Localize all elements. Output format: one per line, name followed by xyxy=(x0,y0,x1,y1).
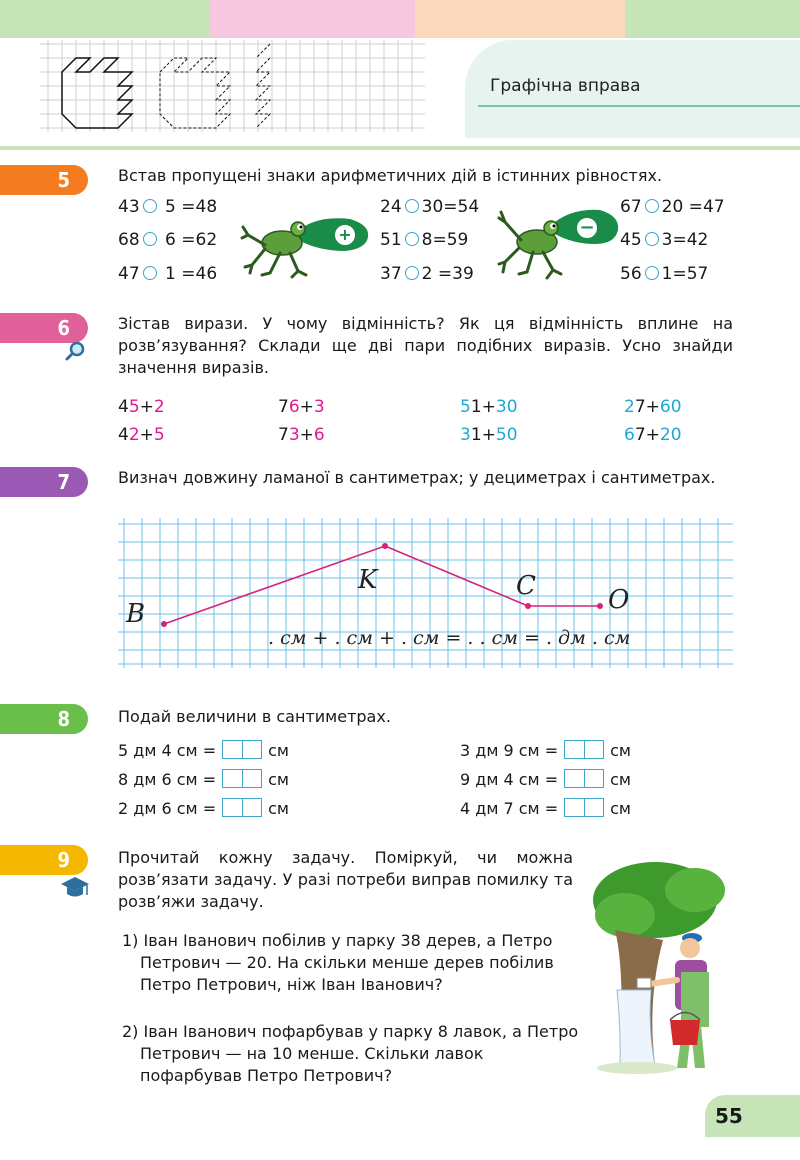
answer-box[interactable] xyxy=(222,740,262,759)
exercise-7-text: Визнач довжину ламаної в сантиметрах; у дециметрах і сантиметрах. xyxy=(118,468,716,487)
magnifier-icon xyxy=(64,340,86,362)
op-circle[interactable] xyxy=(645,266,659,280)
section-title: Графічна вправа xyxy=(490,76,641,96)
exercise-7-badge: 7 xyxy=(0,467,88,497)
expr-6-3: 51+30 xyxy=(460,397,518,417)
page-number: 55 xyxy=(705,1095,800,1137)
frog-minus-sign: − xyxy=(579,217,595,238)
frog-plus-illustration xyxy=(240,205,375,280)
section-title-underline xyxy=(478,105,800,107)
eq-5-3-3: 56 1=57 xyxy=(620,264,709,284)
label-b: B xyxy=(126,599,146,629)
op-circle[interactable] xyxy=(405,266,419,280)
graduation-cap-icon xyxy=(60,875,90,901)
exercise-5-badge: 5 xyxy=(0,165,88,195)
point-c xyxy=(525,603,531,609)
polyline-grid xyxy=(118,518,733,668)
exercise-6-badge: 6 xyxy=(0,313,88,343)
eq-5-2-1: 24 30=54 xyxy=(380,197,480,217)
convert-row-l2: 8 дм 6 см = см xyxy=(118,770,289,789)
op-circle[interactable] xyxy=(143,232,157,246)
exercise-6-text: Зістав вирази. У чому відмінність? Як ця відмінність вплине на розв’язування? Склади ще дві пари подібних виразів. Усно знайди значення виразів. xyxy=(118,314,733,377)
convert-row-l1: 5 дм 4 см = см xyxy=(118,741,289,760)
convert-row-r1: 3 дм 9 см = см xyxy=(460,741,631,760)
top-strip-3 xyxy=(415,0,625,38)
eq-5-1-3: 47 1 =46 xyxy=(118,264,218,284)
op-circle[interactable] xyxy=(143,199,157,213)
label-o: O xyxy=(608,585,630,615)
frog-plus-sign: + xyxy=(338,225,352,244)
op-circle[interactable] xyxy=(645,232,659,246)
convert-row-l3: 2 дм 6 см = см xyxy=(118,799,289,818)
op-circle[interactable] xyxy=(405,199,419,213)
eq-5-2-2: 51 8=59 xyxy=(380,230,469,250)
expr-6-7: 31+50 xyxy=(460,425,518,445)
expr-6-2: 76+3 xyxy=(278,397,325,417)
op-circle[interactable] xyxy=(405,232,419,246)
expr-6-5: 42+5 xyxy=(118,425,165,445)
exercise-8-badge: 8 xyxy=(0,704,88,734)
op-circle[interactable] xyxy=(143,266,157,280)
header-divider xyxy=(0,146,800,150)
exercise-9-text: Прочитай кожну задачу. Поміркуй, чи можна розв’язати задачу. У разі потреби виправ помилку та розв’яжи задачу. xyxy=(118,848,573,911)
man-whitewashing-tree-illustration xyxy=(585,860,750,1080)
exercise-5-text: Встав пропущені знаки арифметичних дій в істинних рівностях. xyxy=(118,166,663,185)
solid-figure xyxy=(62,58,132,128)
answer-box[interactable] xyxy=(222,769,262,788)
dashed-figure xyxy=(160,58,230,128)
length-formula: . см + . см + . см = . . см = . дм . см xyxy=(268,627,631,649)
exercise-9-badge: 9 xyxy=(0,845,88,875)
eq-5-3-1: 67 20 =47 xyxy=(620,197,725,217)
point-b xyxy=(161,621,167,627)
graphic-exercise-grid xyxy=(40,40,425,132)
task-2: 2) Іван Іванович пофарбував у парку 8 лавок, а Петро Петрович — на 10 менше. Скільки лавок пофарбував Петро Петрович? xyxy=(122,1022,579,1085)
top-strip-2 xyxy=(210,0,415,38)
expr-6-8: 67+20 xyxy=(624,425,682,445)
answer-box[interactable] xyxy=(564,740,604,759)
answer-box[interactable] xyxy=(564,769,604,788)
eq-5-1-2: 68 6 =62 xyxy=(118,230,218,250)
label-k: K xyxy=(358,565,378,595)
expr-6-6: 73+6 xyxy=(278,425,325,445)
convert-row-r2: 9 дм 4 см = см xyxy=(460,770,631,789)
label-c: C xyxy=(516,571,536,601)
expr-6-4: 27+60 xyxy=(624,397,682,417)
answer-box[interactable] xyxy=(222,798,262,817)
exercise-8-text: Подай величини в сантиметрах. xyxy=(118,707,391,726)
answer-box[interactable] xyxy=(564,798,604,817)
eq-5-1-1: 43 5 =48 xyxy=(118,197,218,217)
expr-6-1: 45+2 xyxy=(118,397,165,417)
convert-row-r3: 4 дм 7 см = см xyxy=(460,799,631,818)
top-strip-1 xyxy=(0,0,210,38)
top-strip-4 xyxy=(625,0,800,38)
point-o xyxy=(597,603,603,609)
point-k xyxy=(382,543,388,549)
task-1: 1) Іван Іванович побілив у парку 38 дерев, а Петро Петрович — 20. На скільки менше дерев побілив Петро Петрович, ніж Іван Іванович? xyxy=(122,931,554,994)
frog-minus-illustration xyxy=(495,200,630,280)
eq-5-3-2: 45 3=42 xyxy=(620,230,709,250)
op-circle[interactable] xyxy=(645,199,659,213)
eq-5-2-3: 37 2 =39 xyxy=(380,264,474,284)
